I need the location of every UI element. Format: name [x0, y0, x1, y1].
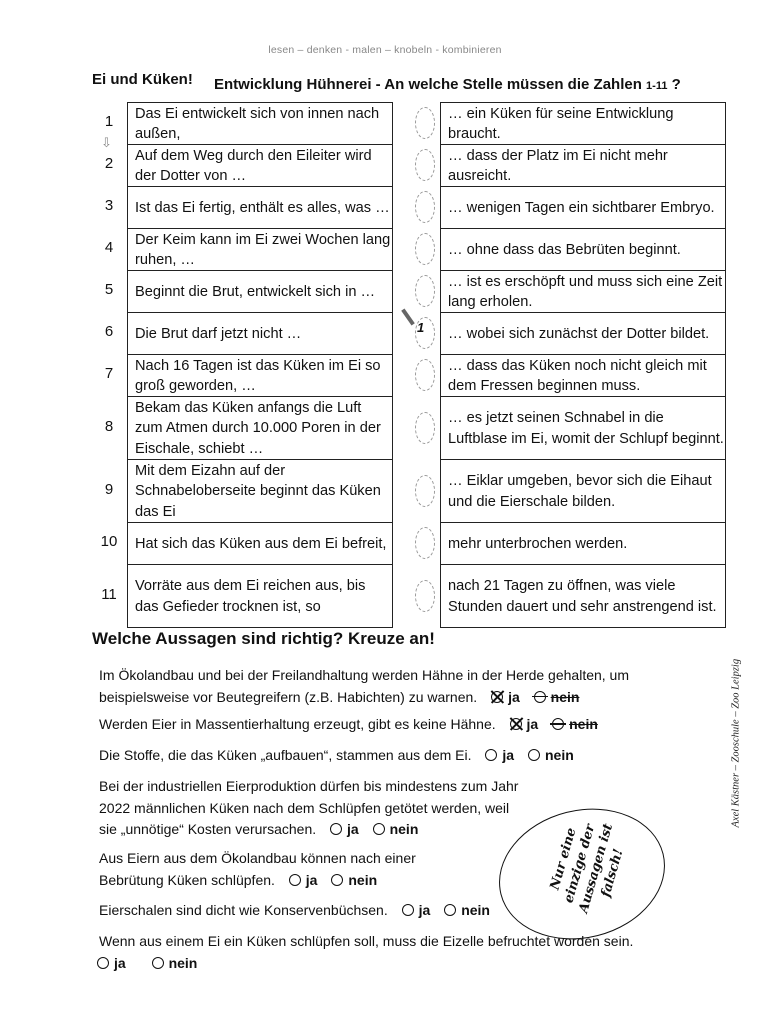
answer-slot[interactable] [415, 412, 435, 444]
ja-option[interactable]: ja [289, 870, 318, 892]
crossed-circle-icon [491, 691, 503, 703]
sentence-start-cell [127, 564, 393, 628]
crossed-circle-icon [510, 718, 522, 730]
statement-text-continued: sie „unnötige“ Kosten verursachen. [99, 821, 317, 837]
egg-note: Nur eine einzige der Aussagen ist falsch! [547, 821, 627, 915]
row-number: 11 [101, 585, 117, 603]
circle-icon [444, 904, 456, 916]
sentence-start-text: Ist das Ei fertig, enthält es alles, was … [135, 199, 390, 216]
statement-text: Werden Eier in Massentierhaltung erzeugt, gibt es keine Hähne. [99, 716, 496, 732]
statement-text: Wenn aus einem Ei ein Küken schlüpfen soll, muss die Eizelle befruchtet worden sein. [99, 933, 634, 949]
circle-icon [485, 749, 497, 761]
exercise-title [214, 76, 681, 93]
answer-slot[interactable] [415, 233, 435, 265]
exercise-title-question-mark: ? [671, 76, 681, 93]
exercise-title-text: Entwicklung Hühnerei - An welche Stelle müssen die Zahlen [214, 76, 642, 93]
answer-slot[interactable] [415, 359, 435, 391]
sentence-end-text: nach 21 Tagen zu öffnen, was viele Stunden dauert und sehr anstrengend ist. [448, 578, 717, 615]
sentence-end-cell [440, 522, 726, 565]
sentence-start-text: Das Ei entwickelt sich von innen nach außen, [135, 105, 380, 142]
placed-number: 1 [417, 320, 425, 335]
struck-circle-icon [552, 718, 564, 730]
sentence-start-text: Nach 16 Tagen ist das Küken im Ei so groß geworden, … [135, 357, 381, 394]
ja-option[interactable]: ja [510, 714, 539, 736]
sentence-end-cell [440, 354, 726, 397]
nein-option[interactable]: nein [552, 714, 598, 736]
sentence-end-cell [440, 144, 726, 187]
sentence-end-text: … ist es erschöpft und muss sich eine Zeit lang erholen. [448, 273, 723, 310]
statement-text-continued: Bebrütung Küken schlüpfen. [99, 871, 275, 888]
sentence-start-text: Vorräte aus dem Ei reichen aus, bis das Gefieder trocknen ist, so [135, 578, 366, 615]
row-number: 1 [104, 113, 114, 130]
statement-1 [99, 665, 709, 708]
ja-option[interactable]: ja [491, 687, 520, 709]
statement-text: Eierschalen sind dicht wie Konservenbüchsen. [99, 902, 388, 918]
statement-text: Im Ökolandbau und bei der Freilandhaltung werden Hähne in der Herde gehalten, um beispielsweise vor Beutegreifern (z.B. Habichten) zu warnen. [99, 667, 630, 705]
pencil-icon [401, 308, 415, 325]
sentence-start-cell [127, 354, 393, 397]
sentence-end-cell [440, 312, 726, 355]
page-header: lesen – denken - malen – knobeln - kombinieren [268, 44, 502, 56]
answer-slot[interactable] [415, 527, 435, 559]
statement-text: Die Stoffe, die das Küken „aufbauen“, stammen aus dem Ei. [99, 747, 472, 763]
circle-icon [152, 957, 164, 969]
sentence-start-text: Bekam das Küken anfangs die Luft zum Atmen durch 10.000 Poren in der Eischale, schiebt … [135, 399, 381, 457]
sentence-end-cell [440, 186, 726, 229]
circle-icon [373, 823, 385, 835]
row-number: 9 [104, 480, 114, 498]
answer-slot[interactable] [415, 107, 435, 139]
answer-slot[interactable] [415, 580, 435, 612]
sentence-end-text: … wobei sich zunächst der Dotter bildet. [448, 325, 710, 342]
row-number: 4 [104, 239, 114, 256]
answer-slot[interactable] [415, 475, 435, 507]
circle-icon [331, 874, 343, 886]
sentence-start-cell [127, 144, 393, 187]
ja-option[interactable]: ja [97, 953, 126, 975]
sentence-start-cell [127, 522, 393, 565]
sentence-start-cell [127, 459, 393, 523]
nein-option[interactable]: nein [331, 870, 377, 892]
sentence-end-cell [440, 270, 726, 313]
nein-option[interactable]: nein [152, 953, 198, 975]
circle-icon [330, 823, 342, 835]
sentence-start-cell [127, 396, 393, 460]
row-number: 6 [104, 323, 114, 340]
ja-option[interactable]: ja [330, 819, 359, 841]
sentence-start-text: Die Brut darf jetzt nicht … [135, 325, 302, 342]
nein-option[interactable]: nein [373, 819, 419, 841]
sentence-end-text: … wenigen Tagen ein sichtbarer Embryo. [448, 199, 715, 216]
sentence-end-text: … ohne dass das Bebrüten beginnt. [448, 241, 681, 258]
sentence-end-cell [440, 102, 726, 145]
sentence-end-text: … dass der Platz im Ei nicht mehr ausreicht. [448, 147, 668, 184]
statement-2 [99, 714, 709, 736]
ja-option[interactable]: ja [485, 745, 514, 767]
ja-option[interactable]: ja [402, 900, 431, 922]
circle-icon [97, 957, 109, 969]
author-credit: Axel Kästner – Zooschule – Zoo Leipzig [730, 658, 742, 828]
row-number: 8 [104, 417, 114, 435]
row-number: 7 [104, 365, 114, 382]
sentence-end-text: … Eiklar umgeben, bevor sich die Eihaut und die Eierschale bilden. [448, 473, 712, 510]
sentence-start-cell [127, 228, 393, 271]
questions-title: Welche Aussagen sind richtig? Kreuze an! [92, 629, 435, 648]
sentence-start-cell [127, 102, 393, 145]
sentence-start-cell [127, 270, 393, 313]
nein-option[interactable]: nein [534, 687, 580, 709]
sentence-start-text: Mit dem Eizahn auf der Schnabeloberseite beginnt das Küken das Ei [135, 462, 381, 520]
nein-option[interactable]: nein [444, 900, 490, 922]
row-number: 10 [100, 533, 118, 550]
struck-circle-icon [534, 691, 546, 703]
answer-slot[interactable] [415, 191, 435, 223]
sentence-start-text: Der Keim kann im Ei zwei Wochen lang ruhen, … [135, 231, 391, 268]
statement-text: Bei der industriellen Eierproduktion dürfen bis mindestens zum Jahr 2022 männlichen Küken nach dem Schlüpfen getötet werden, weil [99, 778, 519, 816]
sentence-end-text: … dass das Küken noch nicht gleich mit dem Fressen beginnen muss. [448, 357, 707, 394]
sentence-start-text: Beginnt die Brut, entwickelt sich in … [135, 283, 376, 300]
sentence-end-cell [440, 564, 726, 628]
row-number: 3 [104, 197, 114, 214]
down-arrow-icon: ⇩ [101, 135, 112, 150]
sentence-start-cell [127, 312, 393, 355]
answer-slot[interactable] [415, 149, 435, 181]
sentence-start-text: Hat sich das Küken aus dem Ei befreit, [135, 535, 387, 552]
sentence-end-cell [440, 228, 726, 271]
circle-icon [402, 904, 414, 916]
statement-7 [99, 931, 709, 974]
exercise-title-range: 1-11 [646, 80, 668, 92]
sentence-start-text: Auf dem Weg durch den Eileiter wird der Dotter von … [135, 147, 372, 184]
circle-icon [289, 874, 301, 886]
statement-3 [99, 745, 709, 767]
circle-icon [528, 749, 540, 761]
sentence-end-cell [440, 396, 726, 460]
answer-slot[interactable] [415, 275, 435, 307]
worksheet-title: Ei und Küken! [92, 71, 193, 88]
nein-option[interactable]: nein [528, 745, 574, 767]
sentence-end-text: mehr unterbrochen werden. [448, 535, 628, 552]
sentence-end-text: … ein Küken für seine Entwicklung braucht. [448, 105, 674, 142]
sentence-end-text: … es jetzt seinen Schnabel in die Luftblase im Ei, womit der Schlupf beginnt. [448, 410, 724, 447]
statement-text: Aus Eiern aus dem Ökolandbau können nach einer [99, 850, 416, 866]
sentence-start-cell [127, 186, 393, 229]
sentence-end-cell [440, 459, 726, 523]
row-number: 5 [104, 281, 114, 298]
row-number: 2 [104, 155, 114, 172]
